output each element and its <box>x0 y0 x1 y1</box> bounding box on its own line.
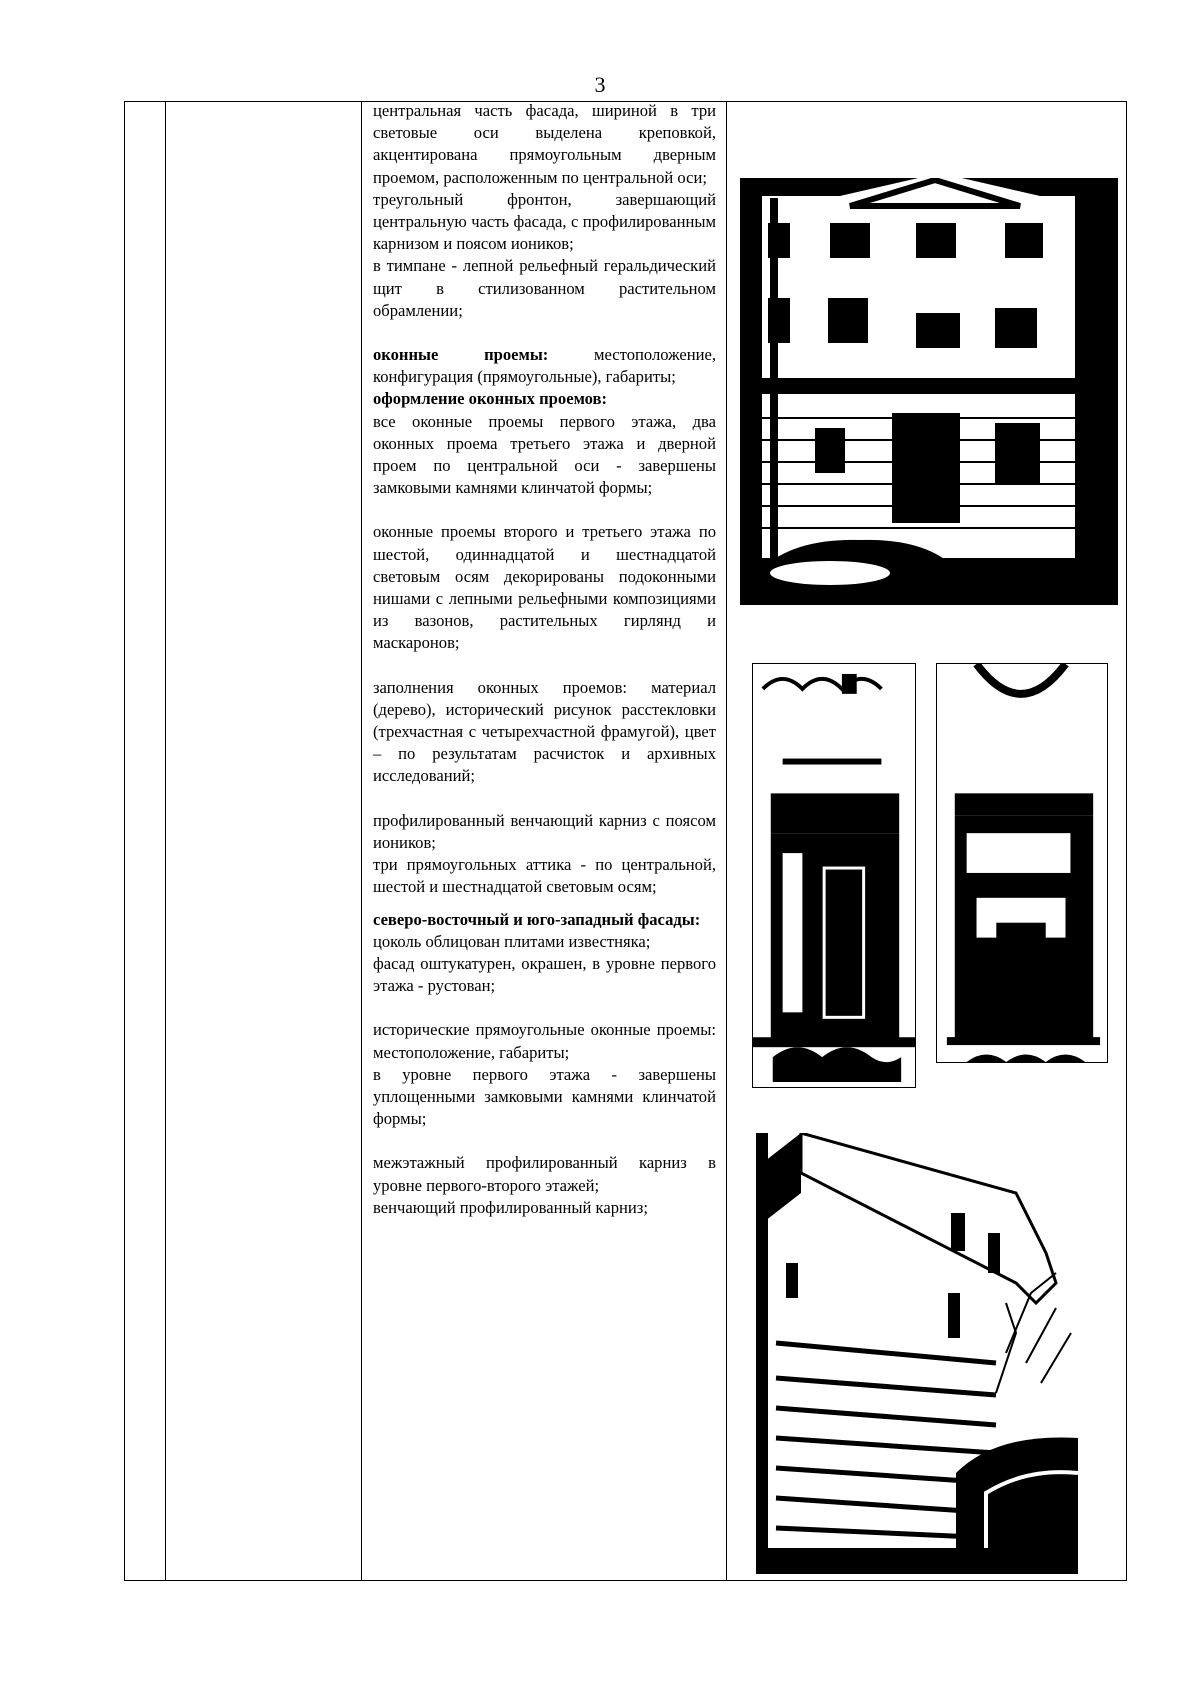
paragraph-plinth: цоколь облицован плитами известняка; <box>373 931 651 951</box>
paragraph-window-openings: оконные проемы: местоположение, конфигурация (прямоугольные), габариты; <box>373 345 716 387</box>
paragraph-historic-windows: исторические прямоугольные оконные проемы: местоположение, габариты; <box>373 1020 716 1062</box>
paragraph-plaster: фасад оштукатурен, окрашен, в уровне первого этажа - рустован; <box>373 953 716 996</box>
window-decoration-heading: оформление оконных проемов: <box>373 389 608 409</box>
column-divider <box>165 101 166 1581</box>
paragraph-central-part: центральная часть фасада, шириной в три световые оси выделена креповкой, акцентирована прямоугольным дверным проемом, расположенным по центральной оси; <box>373 101 716 187</box>
window-detail-photo-right <box>936 663 1108 1063</box>
column-divider <box>726 101 727 1581</box>
paragraph-tympanum: в тимпане - лепной рельефный геральдический щит в стилизованном растительном обрамлении; <box>373 256 716 320</box>
paragraph-pediment: треугольный фронтон, завершающий центральную часть фасада, с профилированным карнизом и поясом иоников; <box>373 189 716 254</box>
paragraph-first-floor: в уровне первого этажа - завершены уплощенными замковыми камнями клинчатой формы; <box>373 1064 716 1129</box>
corner-facade-photo <box>756 1133 1078 1574</box>
description-column <box>373 100 716 1219</box>
main-facade-photo <box>740 178 1118 605</box>
page-number: 3 <box>594 72 606 97</box>
facades-heading: северо-восточный и юго-западный фасады: <box>373 909 701 929</box>
paragraph-niches: оконные проемы второго и третьего этажа по шестой, одиннадцатой и шестнадцатой световым осям декорированы подоконными нишами с лепными рельефными композициями из вазонов, растительных гирлянд и маскаронов; <box>373 522 716 653</box>
column-divider <box>361 101 362 1581</box>
paragraph-cornice: профилированный венчающий карниз с поясом иоников; <box>373 810 716 852</box>
paragraph-keystones: все оконные проемы первого этажа, два оконных проема третьего этажа и дверной проем по центральной оси - завершены замковыми камнями клинчатой формы; <box>373 411 716 498</box>
paragraph-crowning-cornice: венчающий профилированный карниз; <box>373 1197 648 1217</box>
paragraph-window-fill: заполнения оконных проемов: материал (дерево), исторический рисунок расстекловки (трехчастная с четырехчастной фрамугой), цвет – по результатам расчисток и архивных исследований; <box>373 677 716 786</box>
paragraph-attics: три прямоугольных аттика - по центральной, шестой и шестнадцатой световым осям; <box>373 855 716 897</box>
windows-heading: оконные проемы: <box>373 345 549 365</box>
paragraph-interfloor-cornice: межэтажный профилированный карниз в уровне первого-второго этажей; <box>373 1153 716 1195</box>
window-detail-photo-left <box>752 663 916 1088</box>
